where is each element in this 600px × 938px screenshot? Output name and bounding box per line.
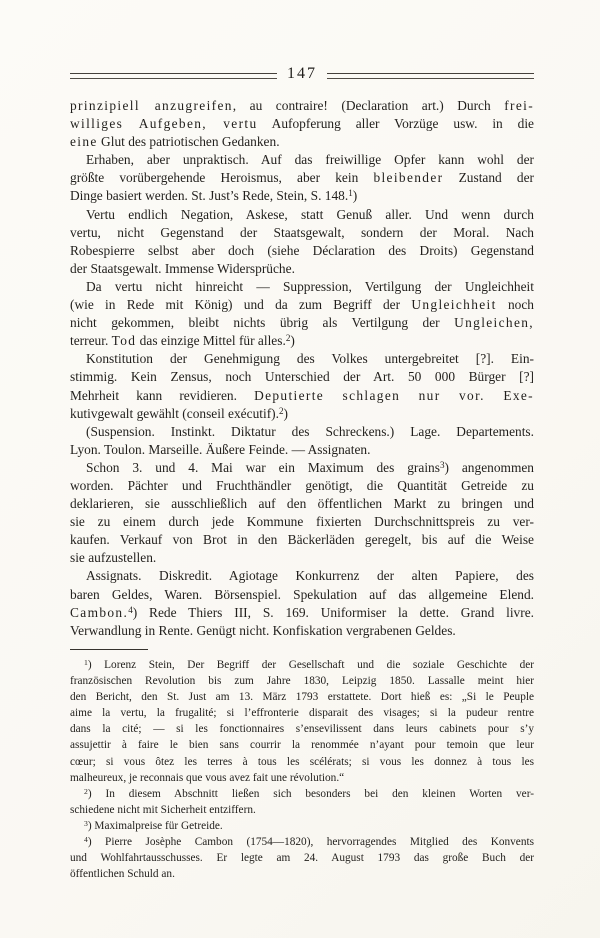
text-line [70, 657, 534, 673]
text-line [70, 260, 534, 278]
text-segment: Deputierte schlagen nur vor. Exe- [254, 387, 534, 403]
header-rule-right [327, 73, 534, 79]
text-line [70, 387, 534, 405]
text-line [70, 169, 534, 187]
text-line [70, 586, 534, 604]
footnote-marker: 3 [439, 459, 445, 470]
text-line [70, 151, 534, 169]
text-line [70, 224, 534, 242]
text-segment: stimmig. Kein Zensus, noch Unterschied der Art. 50 000 Bürger [?] [70, 369, 534, 385]
text-segment: , au contraire! (Declaration art.) Durch [232, 98, 505, 113]
text-line [70, 705, 534, 721]
text-line [70, 278, 534, 296]
paragraph [70, 206, 534, 278]
text-line [70, 187, 534, 205]
text-line [70, 350, 534, 368]
text-segment: kutivgewalt gewählt (conseil exécutif). [70, 405, 279, 421]
footnotes [70, 657, 534, 882]
text-segment: prinzipiell anzugreifen [70, 98, 233, 113]
text-segment: frei- [504, 98, 534, 113]
text-line [70, 133, 534, 151]
footnote-marker: 3 [84, 818, 88, 828]
text-segment: der Staatsgewalt. Immense Widersprüche. [70, 260, 295, 276]
text-line [70, 850, 534, 866]
text-segment: Aufopferung aller Vorzüge usw. in die [257, 116, 534, 132]
footnote-marker: 4 [84, 835, 88, 845]
text-segment: williges Aufgeben, vertu [70, 116, 258, 132]
text-segment: vertu, nicht Gegenstand der Staatsgewalt, sondern der Moral. Nach [70, 224, 534, 240]
footnote [70, 657, 534, 786]
text-segment: bleibender [373, 170, 444, 186]
paragraph [70, 459, 534, 568]
text-line [70, 786, 534, 802]
text-segment: terreur. [70, 333, 112, 349]
text-line [70, 314, 534, 332]
text-line [70, 866, 534, 882]
text-line [70, 441, 534, 459]
text-segment: Mehrheit kann revidieren. [70, 387, 255, 403]
text-segment: Erhaben, aber unpraktisch. Auf das freiwillige Opfer kann wohl der [86, 152, 534, 168]
text-segment: worden. Pächter und Fruchthändler genötigt, die Quantität Getreide zu [70, 477, 534, 493]
footnote [70, 834, 534, 882]
text-line [70, 332, 534, 350]
text-line [70, 754, 534, 770]
text-segment: baren Geldes, Waren. Börsenspiel. Spekulation auf das allgemeine Elend. [70, 586, 534, 602]
text-segment: ) angenommen [444, 459, 534, 475]
text-segment: größte vorübergehende Heroismus, aber kein [70, 170, 374, 186]
footnote-marker: 2 [278, 405, 284, 416]
text-segment: Assignats. Diskredit. Agiotage Konkurrenz der alten Papiere, des [86, 568, 534, 584]
text-segment: eine [70, 134, 98, 150]
text-line [70, 549, 534, 567]
text-line [70, 770, 534, 786]
text-segment: noch [496, 297, 534, 313]
text-segment: Glut des patriotischen Gedanken. [97, 134, 280, 150]
text-line [70, 673, 534, 689]
text-segment: ) [290, 333, 295, 349]
footnote-marker: 4 [128, 604, 133, 615]
text-segment: dans la cité; — si les fonctionnaires s’ensevilissent dans leurs cabinets pour s’y [70, 723, 534, 736]
text-segment: ) Maximalpreise für Getreide. [87, 819, 223, 832]
text-segment: Tod [111, 333, 137, 349]
footnote [70, 786, 534, 818]
text-segment: Ungleichen, [454, 315, 534, 331]
text-line [70, 368, 534, 386]
body-text [70, 97, 534, 640]
text-line [70, 531, 534, 549]
page-number: 147 [287, 65, 317, 82]
text-segment: aime la vertu, la frugalité; si l’effronterie disparait des visages; si la pudeur rentre [70, 707, 534, 720]
text-line [70, 721, 534, 737]
text-line [70, 477, 534, 495]
text-line [70, 115, 534, 133]
text-segment: (Suspension. Instinkt. Diktatur des Schreckens.) Lage. Departements. [86, 423, 534, 439]
text-line [70, 622, 534, 640]
text-segment: Lyon. Toulon. Marseille. Äußere Feinde. — Assignaten. [70, 441, 371, 457]
text-line [70, 405, 534, 423]
text-segment: Ungleichheit [411, 297, 497, 313]
footnote-separator [70, 649, 148, 650]
text-segment: Dinge basiert werden. St. Just’s Rede, Stein, S. 148. [70, 188, 349, 204]
page-header [70, 64, 534, 88]
text-segment: Cambon. [70, 604, 129, 620]
text-segment: Konstitution der Genehmigung des Volkes untergebreitet [?]. Ein- [86, 351, 534, 367]
text-segment: den Bericht, den St. Just am 13. März 1793 erstattete. Dort hieß es: „Si le Peuple [70, 691, 534, 704]
paragraph [70, 567, 534, 639]
text-segment: cœur; si vous ôtez les terres à tous les scélérats; si vous les donnez à tous les [70, 755, 534, 768]
paragraph [70, 97, 534, 151]
text-line [70, 423, 534, 441]
text-line [70, 834, 534, 850]
text-segment: sie aufzustellen. [70, 550, 157, 566]
text-segment: Schon 3. und 4. Mai war ein Maximum des grains [86, 459, 440, 475]
text-segment: französischen Revolution bis zum Jahre 1830, Leipzig 1850. Lassalle meint hier [70, 675, 534, 688]
text-segment: öffentlichen Schuld an. [70, 868, 175, 881]
text-line [70, 604, 534, 622]
text-line [70, 97, 534, 115]
footnote-marker: 2 [84, 786, 88, 796]
header-rule-left [70, 73, 277, 79]
text-segment: nicht gekommen, bleibt nichts übrig als Vertilgung der [70, 315, 455, 331]
footnote [70, 818, 534, 834]
text-line [70, 513, 534, 531]
text-line [70, 737, 534, 753]
footnote-marker: 2 [285, 333, 291, 344]
text-segment: ) Pierre Josèphe Cambon (1754—1820), hervorragendes Mitglied des Konvents [87, 836, 534, 849]
text-line [70, 818, 534, 834]
text-line [70, 242, 534, 260]
text-segment: assujettir à faire le bien sans courrir la renommée n’ayant pour temoin que leur [70, 739, 534, 752]
text-segment: ) [352, 188, 358, 204]
paragraph [70, 423, 534, 459]
paragraph [70, 350, 534, 422]
text-segment: Verwandlung in Rente. Genügt nicht. Konfiskation vergrabenen Geldes. [70, 622, 456, 638]
text-line [70, 459, 534, 477]
text-segment: deklarieren, sie ausschließlich auf den öffentlichen Markt zu bringen und [70, 496, 534, 512]
footnote-marker: 1 [84, 658, 88, 667]
text-line [70, 689, 534, 705]
text-segment: das einzige Mittel für alles. [136, 333, 286, 349]
text-segment: Vertu endlich Negation, Askese, statt Genuß aller. Und wenn durch [86, 206, 534, 222]
text-segment: ) Lorenz Stein, Der Begriff der Gesellschaft und die soziale Geschichte der [87, 659, 534, 671]
text-line [70, 206, 534, 224]
text-segment: sie zu einem durch jede Kommune fixierten Durchschnittspreis zu ver- [70, 514, 534, 530]
paragraph [70, 278, 534, 350]
text-segment: kaufen. Verkauf von Brot in den Bäckerläden geregelt, bis auf die Weise [70, 532, 534, 548]
text-line [70, 802, 534, 818]
text-segment: Zustand der [443, 170, 534, 186]
paragraph [70, 151, 534, 205]
text-segment: Robespierre selbst aber doch (siehe Déclaration des Droits) Gegenstand [70, 242, 534, 258]
text-segment: malheureux, je reconnais que vous avez fait une révolution.“ [70, 771, 345, 784]
text-segment: ) In diesem Abschnitt ließen sich besonders bei den kleinen Worten ver- [87, 787, 534, 800]
text-segment: ) [283, 405, 288, 421]
text-line [70, 495, 534, 513]
text-line [70, 296, 534, 314]
text-segment: schiedene nicht mit Sicherheit entziffern. [70, 803, 256, 816]
text-segment: Da vertu nicht hinreicht — Suppression, Vertilgung der Ungleichheit [86, 278, 534, 294]
text-segment: ) Rede Thiers III, S. 169. Uniformiser la dette. Grand livre. [132, 604, 534, 620]
text-segment: (wie in Rede mit König) und da zum Begriff der [70, 297, 412, 313]
text-segment: und Wohlfahrtausschusses. Er legte am 24. August 1793 das große Buch der [70, 852, 534, 865]
text-line [70, 567, 534, 585]
footnote-marker: 1 [348, 188, 353, 199]
